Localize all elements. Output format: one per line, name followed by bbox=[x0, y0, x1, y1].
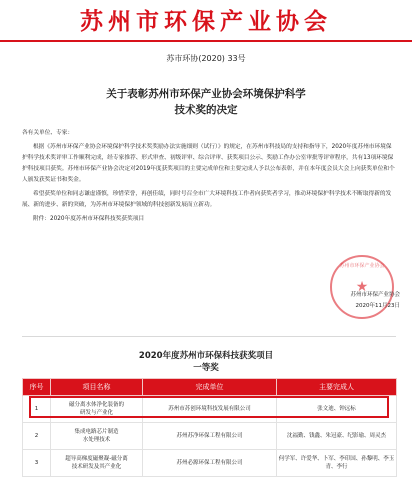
header-unit: 完成单位 bbox=[143, 379, 277, 396]
seal-star-icon: ★ bbox=[355, 279, 369, 295]
section-divider bbox=[22, 336, 396, 337]
cell-no: 3 bbox=[23, 450, 51, 477]
seal-ring-text: 苏州市环保产业协会 bbox=[339, 263, 385, 269]
org-title: 苏州市环保产业协会 bbox=[80, 8, 332, 35]
signature-org: 苏州市环保产业协会 bbox=[350, 292, 400, 298]
document-title bbox=[0, 86, 412, 118]
cell-unit: 苏州市苏创环境科技发展有限公司 bbox=[143, 396, 277, 423]
table-title: 2020年度苏州市环保科技获奖项目 bbox=[138, 351, 274, 361]
project-name-line2: 技术研发及其产业化 bbox=[71, 464, 122, 470]
cell-project-name bbox=[51, 396, 143, 423]
cell-project-name bbox=[51, 450, 143, 477]
document-title-line1: 关于表彰苏州市环保产业协会环境保护科学 bbox=[106, 88, 306, 100]
cell-people: 沈福勤、钱鑫、朱冠豪、纪影瑜、周灵杰 bbox=[277, 423, 397, 450]
project-name-line1: 集成电路芯片制造 bbox=[74, 429, 119, 435]
project-name-line1: 超导高梯度磁聚凝-磁分离 bbox=[65, 456, 128, 462]
cell-no: 1 bbox=[23, 396, 51, 423]
cell-unit: 苏州必源环保工程有限公司 bbox=[143, 450, 277, 477]
paragraph-2: 希望获奖单位和同志谦虚谨慎，珍惜荣誉，再创佳绩，同时号召全市广大环境科技工作者向获奖者学习，推动环境保护科学技术不断取得新的发展、新的进步、新的突破，为苏州市环境保护领域的科技创新发展而立新功。 bbox=[22, 191, 392, 208]
document-title-line2: 技术奖的决定 bbox=[174, 104, 238, 116]
document-body bbox=[22, 128, 396, 228]
paragraph-1: 根据《苏州市环保产业协会环境保护科学技术奖奖励办法实施细则（试行）》的规定，在苏州市科技局的支持和指导下，2020年度苏州市环境保护科学技术奖评审工作顺利完成，经专家推荐、形式审查、初级评审、综合评审、获奖项目公示、奖励工作办公室审批等评审程序，共有13项环境保护科技项目获奖。苏州市环保产业协会决定对2019年度获奖项目的主要完成单位和主要完成人予以公布表彰，并在本年度会员大会上向获奖单位和个人颁发获奖证书和奖金。 bbox=[22, 144, 395, 183]
greeting: 各有关单位、专家： bbox=[22, 130, 74, 136]
cell-no: 2 bbox=[23, 423, 51, 450]
cell-unit: 苏州苏净环保工程有限公司 bbox=[143, 423, 277, 450]
header-people: 主要完成人 bbox=[277, 379, 397, 396]
cell-people: 何学军、许爱华、卜军、李印国、孙黎明、李玉青、李行 bbox=[277, 450, 397, 477]
attachment-note: 附件：2020年度苏州市环保科技奖获奖项目 bbox=[33, 216, 145, 222]
signature-date: 2020年11月23日 bbox=[355, 303, 400, 309]
header-red-rule bbox=[0, 40, 412, 42]
header-no: 序号 bbox=[23, 379, 51, 396]
table-header-row bbox=[23, 379, 397, 396]
project-name-line2: 水处理技术 bbox=[82, 437, 111, 443]
table-row bbox=[23, 423, 397, 450]
table-subtitle: 一等奖 bbox=[193, 363, 219, 373]
cell-people: 张文迪、钟远标 bbox=[277, 396, 397, 423]
signature-block bbox=[330, 290, 400, 312]
table-row bbox=[23, 450, 397, 477]
award-table bbox=[22, 378, 397, 477]
table-row bbox=[23, 396, 397, 423]
document-number: 苏市环协(2020) 33号 bbox=[166, 54, 246, 63]
header-project-name: 项目名称 bbox=[51, 379, 143, 396]
project-name-line2: 研发与产业化 bbox=[79, 410, 113, 416]
project-name-line1: 磁分离水体净化装备的 bbox=[68, 402, 124, 408]
cell-project-name bbox=[51, 423, 143, 450]
